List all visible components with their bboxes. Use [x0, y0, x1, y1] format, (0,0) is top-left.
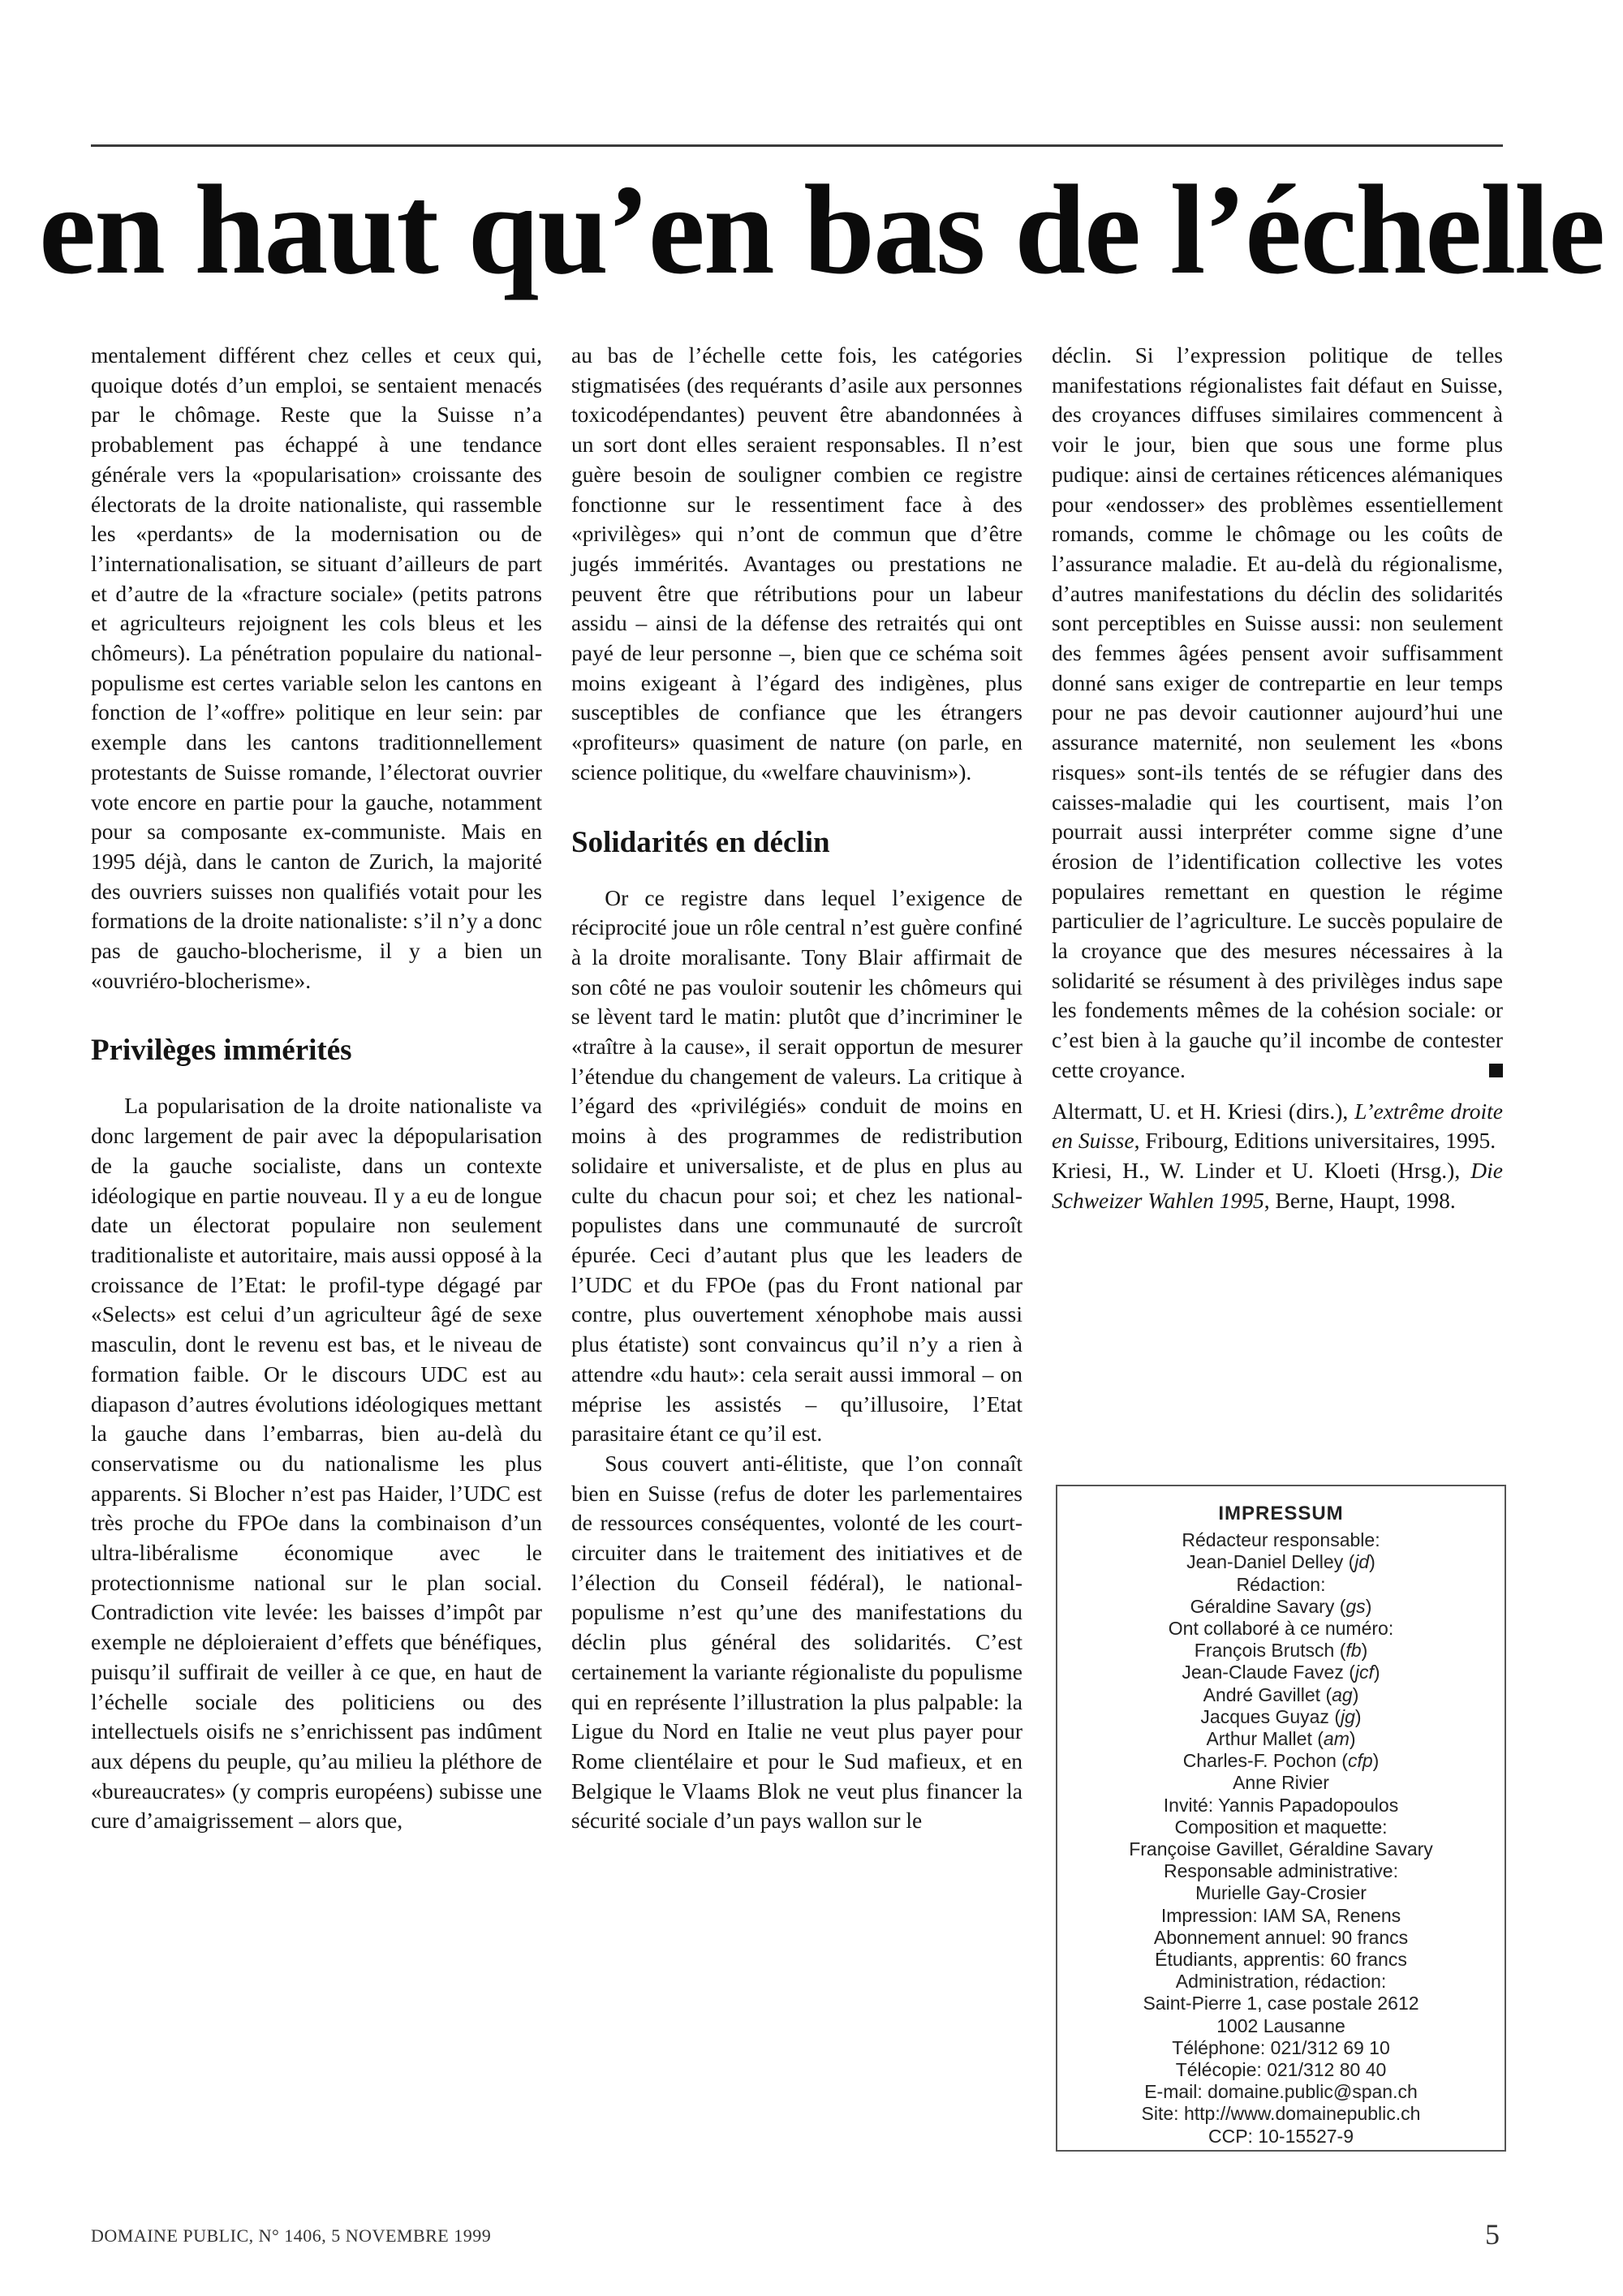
text-column-3: [1052, 341, 1503, 1215]
references: [1052, 1097, 1503, 1216]
impressum-text-end: ): [1354, 1705, 1362, 1727]
impressum-text: Arthur Mallet (: [1206, 1728, 1324, 1750]
paragraph-text: Or ce registre dans lequel l’exigence de réciprocité joue un rôle central n’est guère confiné à la droite moralisante. Tony Blair affirmait de son côté ne pas vouloir soutenir les chômeurs qui se lèvent tard le matin: plutôt que d’incriminer le «traître à la cause», il serait opportun de mesurer l’étendue du changement de valeurs. La critique à l’égard des «privilégiés» conduit de moins en moins à des programmes de redistribution solidaire et universaliste, et de plus en plus au culte du chacun pour soi; et chez les national-populistes dans une communauté de surcroît épurée. Ceci d’autant plus que les leaders de l’UDC et du FPOe (pas du Front national par contre, plus ouvertement xénophobe mais aussi plus étatiste) sont convaincus qu’il n’y a rien à attendre «du haut»: cela serait aussi immoral – on méprise les assistés – qu’illusoire, l’Etat parasitaire étant ce qu’il est.: [571, 884, 1022, 1447]
impressum-line: [1069, 1927, 1493, 1949]
reference-authors: Altermatt, U. et H. Kriesi (dirs.),: [1052, 1098, 1355, 1124]
page-number: 5: [1485, 2218, 1500, 2251]
impressum-text: Administration, rédaction:: [1175, 1971, 1387, 1993]
impressum-text: François Brutsch (: [1194, 1640, 1346, 1662]
paragraph-text: au bas de l’échelle cette fois, les catégories stigmatisées (des requérants d’asile aux personnes toxicodépendantes) peuvent être abandonnées à un sort dont elles seraient responsables. Il n’est guère besoin de souligner combien ce registre fonctionne sur le ressentiment face à des «privilèges» qui n’ont de commun que d’être jugés immérités. Avantages ou prestations ne peuvent être que rétributions pour un labeur assidu – ainsi de la défense des retraités qui ont payé de leur personne –, bien que ce schéma soit moins exigeant à l’égard des indigènes, plus susceptibles de confiance que les étrangers «profiteurs» quasiment de nature (on parle, en science politique, du «welfare chauvinism»).: [571, 342, 1022, 785]
impressum-initials: jg: [1341, 1705, 1355, 1727]
paragraph-text: Sous couvert anti-élitiste, que l’on connaît bien en Suisse (refus de doter les parlementaires de ressources conséquentes, volonté de les court-circuiter dans le traitement des initiatives et de l’élection du Conseil fédéral), le national-populisme n’est qu’une des manifestations du déclin plus général des solidarités. C’est certainement la variante régionaliste du populisme qui en représente l’illustration la plus palpable: la Ligue du Nord en Italie ne veut plus payer pour Rome clientélaire et pour le Sud mafieux, et en Belgique le Vlaams Blok ne veut plus financer la sécurité sociale d’un pays wallon sur le: [571, 1450, 1022, 1834]
impressum-text: Saint-Pierre 1, case postale 2612: [1143, 1993, 1419, 2014]
impressum-text: E-mail: domaine.public@span.ch: [1144, 2081, 1418, 2103]
impressum-line: [1069, 1662, 1493, 1683]
impressum-line: [1069, 1838, 1493, 1860]
impressum-line: [1069, 1993, 1493, 2014]
impressum-line: [1069, 1860, 1493, 1882]
impressum-text-end: ): [1369, 1551, 1375, 1573]
impressum-line: [1069, 1949, 1493, 1971]
article-paragraph: [91, 1091, 542, 1836]
impressum-text: Rédaction:: [1236, 1573, 1326, 1595]
impressum-text: Jacques Guyaz (: [1200, 1705, 1341, 1727]
impressum-initials: ag: [1332, 1683, 1353, 1705]
impressum-text-end: ): [1361, 1640, 1368, 1662]
reference-details: , Fribourg, Editions universitaires, 1995.: [1134, 1128, 1496, 1154]
impressum-line: [1069, 1618, 1493, 1640]
impressum-text: Géraldine Savary (: [1190, 1595, 1346, 1617]
impressum-line: [1069, 2081, 1493, 2103]
impressum-text: Téléphone: 021/312 69 10: [1172, 2036, 1390, 2058]
text-column-2: [571, 341, 1022, 1836]
section-heading: Privilèges immérités: [91, 1034, 352, 1068]
impressum-text: 1002 Lausanne: [1216, 2014, 1345, 2036]
impressum-line: [1069, 1640, 1493, 1662]
paragraph-text: La popularisation de la droite nationaliste va donc largement de pair avec la dépopularisation de la gauche socialiste, dans un contexte idéologique en partie nouveau. Il y a eu de longue date un électorat populaire non seulement traditionaliste et autoritaire, mais aussi opposé à la croissance de l’Etat: le profil-type dégagé par «Selects» est celui d’un agriculteur âgé de sexe masculin, dont le revenu est bas, et le niveau de formation faible. Or le discours UDC est au diapason d’autres évolutions idéologiques mettant la gauche dans l’embarras, bien au-delà du conservatisme ou du nationalisme les plus apparents. Si Blocher n’est pas Haider, l’UDC est très proche du FPOe dans la combinaison d’un ultra-libéralisme économique avec le protectionnisme national sur le plan social. Contradiction vite levée: les baisses d’impôt par exemple ne déploieraient d’effets que bénéfiques, puisqu’il suffirait de veiller à ce que, en haut de l’échelle sociale des politiciens ou des intellectuels oisifs ne s’enrichissent pas indûment aux dépens du peuple, qu’au milieu la pléthore de «bureaucrates» (y compris européens) subisse une cure d’amaigrissement – alors que,: [91, 1093, 542, 1834]
section-heading: Solidarités en déclin: [571, 825, 830, 859]
impressum-text-end: ): [1352, 1683, 1359, 1705]
impressum-text: Invité: Yannis Papadopoulos: [1163, 1794, 1399, 1816]
impressum-text: Anne Rivier: [1233, 1772, 1329, 1794]
impressum-text: Charles-F. Pochon (: [1182, 1750, 1348, 1772]
impressum-line: [1069, 1772, 1493, 1794]
article-paragraph: [571, 1449, 1022, 1836]
article-paragraph: [571, 884, 1022, 1449]
impressum-text: Jean-Daniel Delley (: [1186, 1551, 1355, 1573]
impressum-line: [1069, 1596, 1493, 1618]
article-paragraph: [571, 341, 1022, 788]
impressum-text: Télécopie: 021/312 80 40: [1175, 2059, 1387, 2081]
impressum-text: Françoise Gavillet, Géraldine Savary: [1129, 1838, 1433, 1860]
impressum-title: IMPRESSUM: [1218, 1503, 1344, 1524]
impressum-line: [1069, 1706, 1493, 1728]
reference-entry: [1052, 1156, 1503, 1215]
impressum-line: [1069, 1971, 1493, 1993]
article-paragraph: [91, 341, 542, 995]
reference-authors: Kriesi, H., W. Linder et U. Kloeti (Hrsg.),: [1052, 1157, 1471, 1183]
impressum-text-end: ): [1365, 1595, 1372, 1617]
reference-title: L’extrême droite en Suisse: [1052, 1098, 1504, 1154]
impressum-text: Jean-Claude Favez (: [1182, 1662, 1355, 1683]
impressum-initials: jcf: [1354, 1662, 1374, 1683]
impressum-text: Étudiants, apprentis: 60 francs: [1155, 1949, 1407, 1971]
text-column-1: [91, 341, 542, 1836]
reference-details: , Berne, Haupt, 1998.: [1264, 1187, 1456, 1213]
impressum-text: André Gavillet (: [1203, 1683, 1332, 1705]
impressum-line: [1069, 2103, 1493, 2125]
impressum-text: Ont collaboré à ce numéro:: [1168, 1618, 1394, 1640]
impressum-line: [1069, 1574, 1493, 1596]
impressum-line: [1069, 1529, 1493, 1551]
impressum-text: CCP: 10-15527-9: [1208, 2125, 1354, 2147]
impressum-line: [1069, 2015, 1493, 2037]
impressum-text-end: ): [1372, 1750, 1380, 1772]
impressum-text: Abonnement annuel: 90 francs: [1153, 1926, 1409, 1948]
impressum-line: [1069, 1728, 1493, 1750]
impressum-line: [1069, 2126, 1493, 2148]
impressum-initials: am: [1323, 1728, 1350, 1750]
impressum-line: [1069, 1551, 1493, 1573]
reference-entry: [1052, 1097, 1503, 1156]
impressum-initials: cfp: [1347, 1750, 1373, 1772]
footer-publication: DOMAINE PUBLIC, N° 1406, 5 NOVEMBRE 1999: [91, 2225, 492, 2246]
impressum-initials: gs: [1345, 1595, 1366, 1617]
reference-title: Die Schweizer Wahlen 1995: [1052, 1157, 1503, 1213]
impressum-box: [1056, 1485, 1506, 2152]
impressum-line: [1069, 1905, 1493, 1927]
paragraph-text: mentalement différent chez celles et ceux qui, quoique dotés d’un emploi, se sentaient menacés par le chômage. Reste que la Suisse n’a probablement pas échappé à une tendance générale vers la «popularisation» croissante des électorats de la droite nationaliste, qui rassemble les «perdants» de la modernisation ou de l’internationalisation, se situant d’ailleurs de part et d’autre de la «fracture sociale» (petits patrons et agriculteurs rejoignent les cols bleus et les chômeurs). La pénétration populaire du national-populisme est certes variable selon les cantons en fonction de l’«offre» politique en leur sein: par exemple dans les cantons traditionnellement protestants de Suisse romande, l’électorat ouvrier vote encore en partie pour la gauche, notamment pour sa composante ex-communiste. Mais en 1995 déjà, dans le canton de Zurich, la majorité des ouvriers suisses non qualifiés votait pour les formations de la droite nationaliste: s’il n’y a donc pas de gaucho-blocherisme, il y a bien un «ouvriéro-blocherisme».: [91, 342, 542, 993]
impressum-line: [1069, 1750, 1493, 1772]
impressum-line: [1069, 2037, 1493, 2059]
paragraph-text: déclin. Si l’expression politique de telles manifestations régionalistes fait défaut en Suisse, des croyances diffuses similaires commencent à voir le jour, bien que sous une forme plus pudique: ainsi de certaines réticences alémaniques pour «endosser» des problèmes essentiellement romands, comme le chômage ou les coûts de l’assurance maladie. Et au-delà du régionalisme, d’autres manifestations du déclin des solidarités sont perceptibles en Suisse aussi: non seulement des femmes âgées pensent avoir suffisamment donné sans exiger de contrepartie en leur temps pour ne pas devoir cautionner aujourd’hui une assurance maternité, non seulement les «bons risques» sont-ils tentés de se réfugier dans des caisses-maladie qui les courtisent, mais l’on pourrait aussi interpréter comme signe d’une érosion de l’identification collective les votes populaires remettant en question le régime particulier de l’agriculture. Le succès populaire de la croyance que des mesures nécessaires à la solidarité se résument à des privilèges indus sape les fondements mêmes de la cohésion sociale: or c’est bien à la gauche qu’il incombe de contester cette croyance.: [1052, 342, 1503, 1082]
impressum-line: [1069, 1795, 1493, 1817]
impressum-text: Site: http://www.domainepublic.ch: [1141, 2103, 1421, 2125]
impressum-text: Impression: IAM SA, Renens: [1160, 1904, 1401, 1926]
impressum-line: [1069, 1882, 1493, 1904]
article-paragraph: [1052, 341, 1503, 1086]
impressum-text: Composition et maquette:: [1174, 1816, 1388, 1838]
impressum-text: Rédacteur responsable:: [1182, 1529, 1380, 1551]
article-end-mark: [1489, 1064, 1503, 1077]
impressum-initials: jd: [1354, 1551, 1370, 1573]
impressum-initials: fb: [1345, 1640, 1362, 1662]
impressum-text: Responsable administrative:: [1164, 1860, 1398, 1882]
top-rule: [91, 144, 1503, 147]
impressum-text-end: ): [1349, 1728, 1356, 1750]
impressum-lines: [1069, 1529, 1493, 2148]
impressum-text: Murielle Gay-Crosier: [1195, 1882, 1367, 1904]
impressum-line: [1069, 1817, 1493, 1838]
impressum-line: [1069, 1684, 1493, 1706]
headline: en haut qu’en bas de l’échelle: [39, 159, 1604, 301]
impressum-text-end: ): [1373, 1662, 1380, 1683]
impressum-line: [1069, 2059, 1493, 2081]
